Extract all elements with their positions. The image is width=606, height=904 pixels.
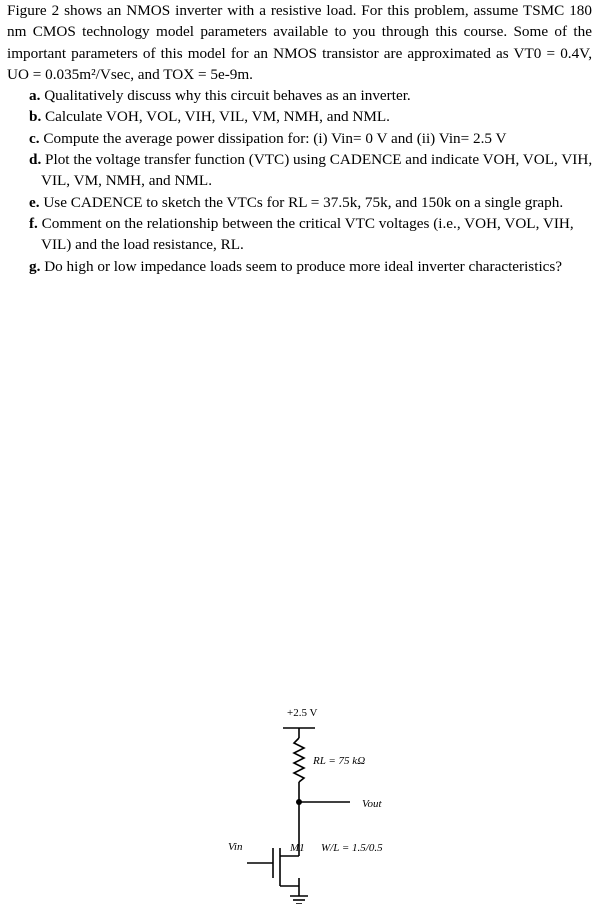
transistor-label: M1: [290, 842, 305, 854]
question-label: c.: [29, 129, 40, 147]
question-label: e.: [29, 193, 40, 211]
output-node: [296, 799, 302, 805]
question-text: Qualitatively discuss why this circuit behaves as an inverter.: [44, 87, 411, 105]
question-text: Calculate VOH, VOL, VIH, VIL, VM, NMH, and NML.: [45, 108, 390, 126]
sizing-label: W/L = 1.5/0.5: [321, 842, 383, 854]
question-text: Do high or low impedance loads seem to produce more ideal inverter characteristics?: [44, 257, 563, 275]
question-label: b.: [29, 108, 42, 126]
input-label: Vin: [228, 841, 243, 853]
question-text: Use CADENCE to sketch the VTCs for RL = 37.5k, 75k, and 150k on a single graph.: [43, 193, 564, 211]
resistor-label: RL = 75 kΩ: [313, 755, 366, 767]
question-label: d.: [29, 151, 42, 169]
question-text: Plot the voltage transfer function (VTC) using CADENCE and indicate VOH, VOL, VIH, VIL, VM, NMH, and NML.: [41, 151, 593, 190]
question-label: a.: [29, 87, 41, 105]
supply-label: +2.5 V: [287, 707, 318, 719]
question-label: f.: [29, 214, 38, 232]
output-label: Vout: [362, 798, 382, 810]
problem-intro: Figure 2 shows an NMOS inverter with a resistive load. For this problem, assume TSMC 180 nm CMOS technology model parameters available to you through this course. Some of the important parameters of this model for an NMOS transistor are approximated as VT0 = 0.4V, UO = 0.035m²/Vsec, and TOX = 5e-9m.: [7, 2, 592, 83]
question-label: g.: [29, 257, 41, 275]
load-resistor: [294, 738, 304, 782]
question-text: Comment on the relationship between the critical VTC voltages (i.e., VOH, VOL, VIH, VIL) and the load resistance, RL.: [41, 214, 574, 254]
question-text: Compute the average power dissipation for: (i) Vin= 0 V and (ii) Vin= 2.5 V: [43, 129, 507, 147]
